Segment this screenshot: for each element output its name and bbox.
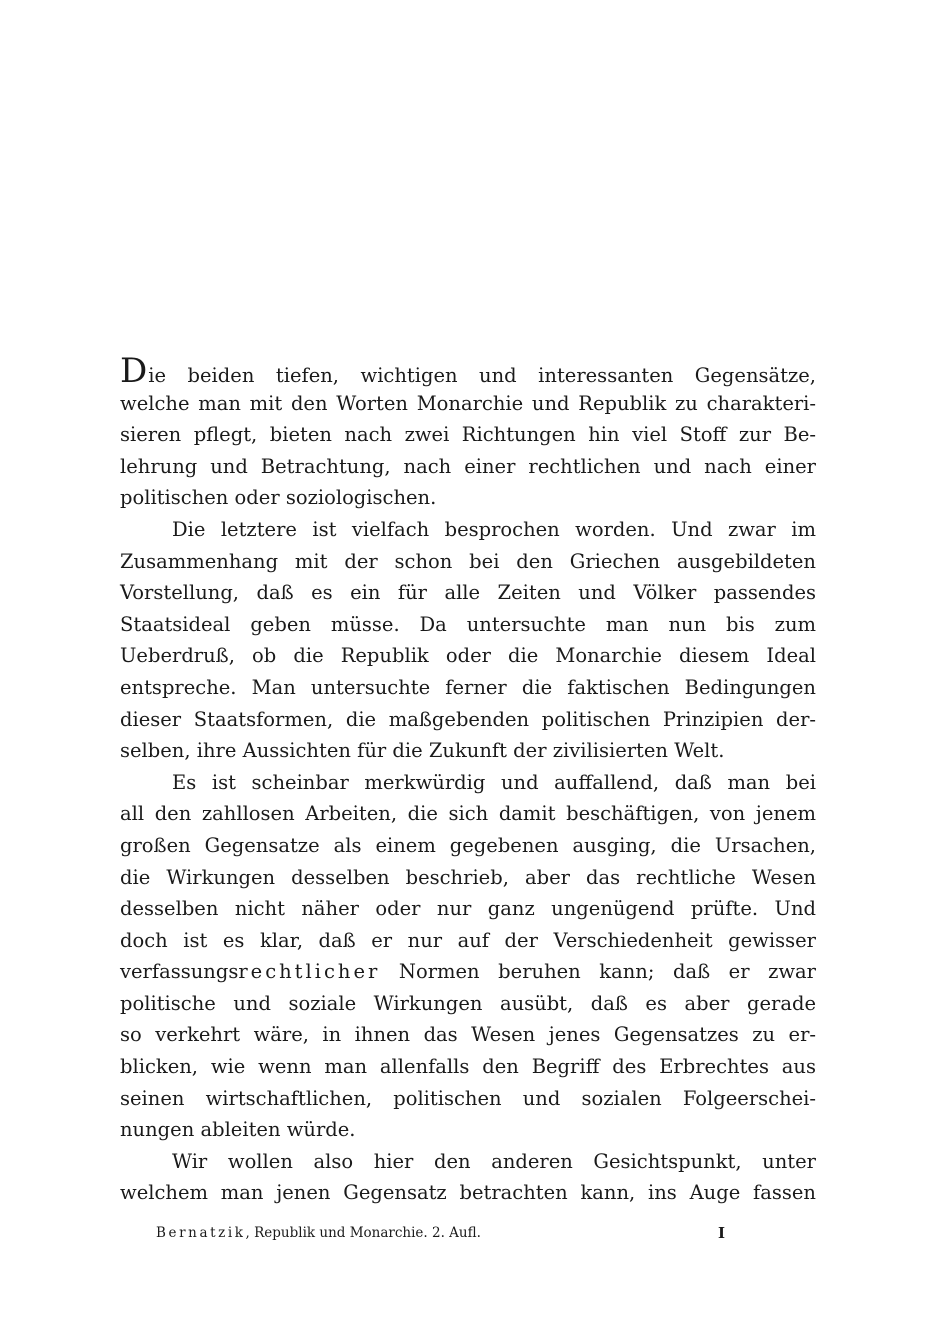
- text-line: welche man mit den Worten Monarchie und Republik zu charakteri-: [120, 391, 816, 415]
- text-line: großen Gegensatze als einem gegebenen ausging, die Ursachen,: [120, 833, 816, 857]
- text-line: Zusammenhang mit der schon bei den Griechen ausgebildeten: [120, 549, 816, 573]
- text-line: all den zahllosen Arbeiten, die sich damit beschäftigen, von jenem: [120, 802, 816, 826]
- emphasized-word: rechtlicher: [238, 960, 381, 984]
- text-line: Die letztere ist vielfach besprochen worden. Und zwar im: [172, 517, 816, 541]
- text-line: Wir wollen also hier den anderen Gesichtspunkt, unter: [172, 1149, 816, 1173]
- body-text: [120, 351, 816, 1209]
- text-line: nungen ableiten würde.: [120, 1118, 356, 1142]
- text-line: seinen wirtschaftlichen, politischen und sozialen Folgeerschei-: [120, 1086, 816, 1110]
- text-line: entspreche. Man untersuchte ferner die faktischen Bedingungen: [120, 675, 816, 699]
- signature-mark: I: [718, 1224, 726, 1242]
- text-line: blicken, wie wenn man allenfalls den Begriff des Erbrechtes aus: [120, 1055, 816, 1079]
- text-line: desselben nicht näher oder nur ganz ungenügend prüfte. Und: [120, 897, 816, 921]
- text-line: Ueberdruß, ob die Republik oder die Monarchie diesem Ideal: [120, 644, 816, 668]
- text-line: Staatsideal geben müsse. Da untersuchte man nun bis zum: [120, 612, 816, 636]
- page-footer: [156, 1223, 736, 1243]
- footer-author: Bernatzik: [156, 1225, 246, 1241]
- text-line: selben, ihre Aussichten für die Zukunft der zivilisierten Welt.: [120, 739, 725, 763]
- initial-letter: D: [120, 351, 148, 391]
- text-line: sieren pflegt, bieten nach zwei Richtungen hin viel Stoff zur Be-: [120, 423, 816, 447]
- text-line: welchem man jenen Gegensatz betrachten kann, ins Auge fassen: [120, 1181, 816, 1205]
- text-line: die Wirkungen desselben beschrieb, aber das rechtliche Wesen: [120, 865, 816, 889]
- text-line: dieser Staatsformen, die maßgebenden politischen Prinzipien der-: [120, 707, 816, 731]
- text-line: politische und soziale Wirkungen ausübt, daß es aber gerade: [120, 991, 816, 1015]
- text-line: politischen oder soziologischen.: [120, 486, 437, 510]
- text-line: Die beiden tiefen, wichtigen und interessanten Gegensätze,: [120, 351, 816, 391]
- text-line: doch ist es klar, daß er nur auf der Verschiedenheit gewisser: [120, 928, 816, 952]
- footer-title: , Republik und Monarchie. 2. Aufl.: [245, 1225, 481, 1241]
- text-line: verfassungsrechtlicher Normen beruhen kann; daß er zwar: [120, 960, 816, 984]
- text-line: lehrung und Betrachtung, nach einer rechtlichen und nach einer: [120, 454, 816, 478]
- text-line: so verkehrt wäre, in ihnen das Wesen jenes Gegensatzes zu er-: [120, 1023, 816, 1047]
- text-line: Vorstellung, daß es ein für alle Zeiten und Völker passendes: [120, 581, 816, 605]
- text-line: Es ist scheinbar merkwürdig und auffallend, daß man bei: [172, 770, 816, 794]
